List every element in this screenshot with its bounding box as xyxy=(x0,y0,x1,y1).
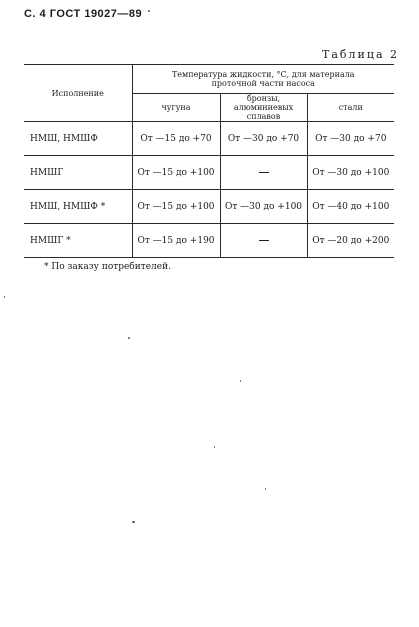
column-header-bronze: бронзы, алюминиевых сплавов xyxy=(220,94,307,122)
bronze-cell-empty xyxy=(220,224,307,258)
cast-iron-cell: От —15 до +190 xyxy=(132,224,220,258)
page-header: С. 4 ГОСТ 19027—89 xyxy=(24,8,143,20)
temperature-table xyxy=(24,64,394,258)
column-header-cast-iron: чугуна xyxy=(132,94,220,122)
cast-iron-cell: От —15 до +70 xyxy=(132,122,220,156)
steel-cell: От —20 до +200 xyxy=(307,224,394,258)
footnote-rule xyxy=(24,257,80,258)
row-label: НМШ, НМШФ * xyxy=(24,190,132,224)
scan-speck xyxy=(214,446,215,448)
empty-dash xyxy=(259,240,269,241)
table-row xyxy=(24,190,394,224)
table-caption: Таблица 2 xyxy=(322,48,399,61)
scan-speck xyxy=(148,10,150,12)
scan-speck xyxy=(128,337,130,339)
bronze-cell-empty xyxy=(220,156,307,190)
row-label: НМШ, НМШФ xyxy=(24,122,132,156)
empty-dash xyxy=(259,172,269,173)
table-row xyxy=(24,122,394,156)
column-header-temperature: Температура жидкости, °С, для материала проточной части насоса xyxy=(132,65,394,94)
steel-cell: От —30 до +70 xyxy=(307,122,394,156)
row-label: НМШГ xyxy=(24,156,132,190)
footnote: * По заказу потребителей. xyxy=(44,262,171,272)
column-header-steel: стали xyxy=(307,94,394,122)
table-row xyxy=(24,224,394,258)
scan-speck xyxy=(132,521,135,523)
row-label: НМШГ * xyxy=(24,224,132,258)
steel-cell: От —30 до +100 xyxy=(307,156,394,190)
table-row xyxy=(24,156,394,190)
scan-speck xyxy=(4,296,5,298)
cast-iron-cell: От —15 до +100 xyxy=(132,156,220,190)
cast-iron-cell: От —15 до +100 xyxy=(132,190,220,224)
steel-cell: От —40 до +100 xyxy=(307,190,394,224)
scan-speck xyxy=(240,380,241,382)
bronze-cell: От —30 до +70 xyxy=(220,122,307,156)
column-header-variant: Исполнение xyxy=(24,65,132,122)
bronze-cell: От —30 до +100 xyxy=(220,190,307,224)
scan-speck xyxy=(265,488,266,490)
